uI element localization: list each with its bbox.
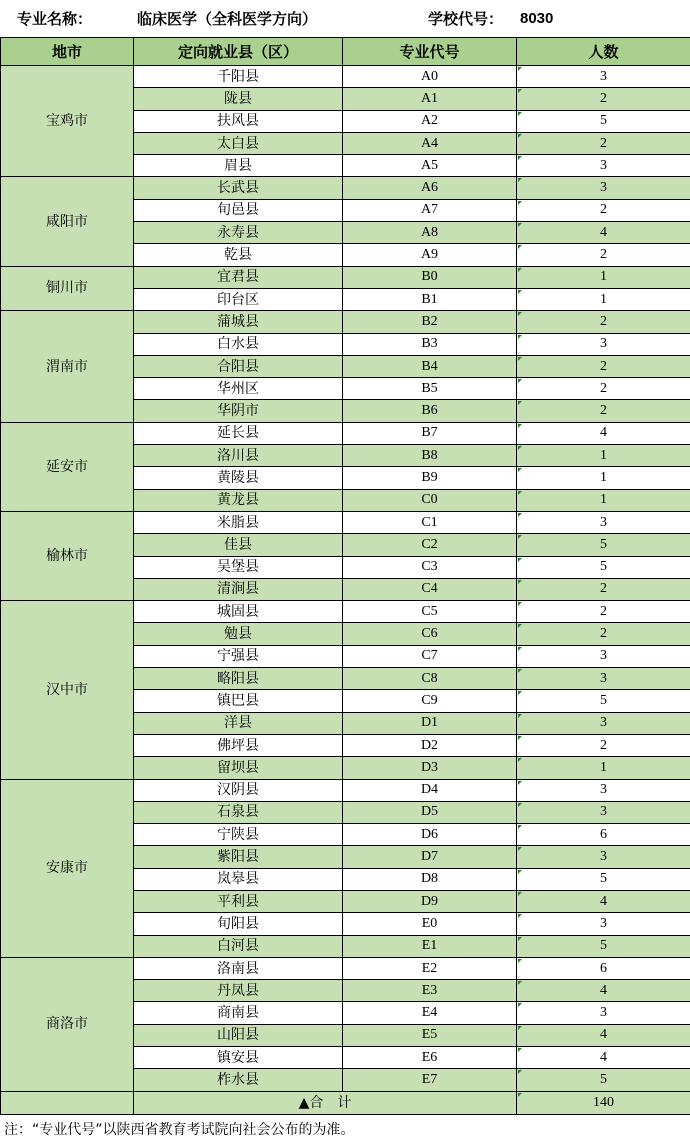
city-cell: 延安市 [1,422,134,511]
code-cell: E0 [343,913,517,935]
county-cell: 岚皋县 [134,868,343,890]
count-cell: 3 [517,155,690,177]
count-cell: 1 [517,757,690,779]
col-header-code: 专业代号 [343,38,517,66]
county-cell: 石泉县 [134,801,343,823]
count-cell: 3 [517,1002,690,1024]
county-cell: 乾县 [134,244,343,266]
table-body [1,66,690,1115]
count-cell: 2 [517,311,690,333]
code-cell: E3 [343,980,517,1002]
total-row [1,1091,690,1114]
col-header-count: 人数 [517,38,690,66]
table-row [1,66,690,88]
county-cell: 宁陕县 [134,824,343,846]
code-cell: A2 [343,110,517,132]
county-cell: 洛南县 [134,957,343,979]
city-cell: 宝鸡市 [1,66,134,177]
count-cell: 2 [517,199,690,221]
table-header-row [1,38,690,66]
code-cell: D3 [343,757,517,779]
county-cell: 宜君县 [134,266,343,288]
code-cell: A1 [343,88,517,110]
school-code: 8030 [520,10,554,27]
count-cell: 3 [517,668,690,690]
county-cell: 丹凤县 [134,980,343,1002]
county-cell: 黄陵县 [134,467,343,489]
code-cell: B6 [343,400,517,422]
total-label: ▲合 计 [134,1091,517,1114]
code-cell: C7 [343,645,517,667]
col-header-city: 地市 [1,38,134,66]
county-cell: 永寿县 [134,222,343,244]
county-cell: 千阳县 [134,66,343,88]
count-cell: 2 [517,601,690,623]
count-cell: 6 [517,824,690,846]
county-cell: 留坝县 [134,757,343,779]
county-cell: 蒲城县 [134,311,343,333]
county-cell: 眉县 [134,155,343,177]
county-cell: 华州区 [134,378,343,400]
code-cell: D4 [343,779,517,801]
code-cell: B0 [343,266,517,288]
total-empty-cell [1,1091,134,1114]
count-cell: 2 [517,734,690,756]
county-cell: 吴堡县 [134,556,343,578]
count-cell: 2 [517,132,690,154]
county-cell: 旬邑县 [134,199,343,221]
major-label: 专业名称： [17,10,93,28]
county-cell: 扶风县 [134,110,343,132]
county-cell: 太白县 [134,132,343,154]
code-cell: D1 [343,712,517,734]
count-cell: 1 [517,266,690,288]
county-cell: 略阳县 [134,668,343,690]
code-cell: B4 [343,355,517,377]
count-cell: 2 [517,88,690,110]
count-cell: 1 [517,445,690,467]
count-cell: 3 [517,913,690,935]
count-cell: 5 [517,935,690,957]
code-cell: D9 [343,890,517,912]
city-cell: 汉中市 [1,601,134,779]
count-cell: 2 [517,378,690,400]
code-cell: A9 [343,244,517,266]
county-cell: 陇县 [134,88,343,110]
code-cell: B7 [343,422,517,444]
code-cell: C2 [343,534,517,556]
city-cell: 安康市 [1,779,134,957]
count-cell: 4 [517,980,690,1002]
code-cell: B2 [343,311,517,333]
code-cell: C4 [343,578,517,600]
code-cell: A5 [343,155,517,177]
count-cell: 6 [517,957,690,979]
county-cell: 白河县 [134,935,343,957]
code-cell: C9 [343,690,517,712]
code-cell: D6 [343,824,517,846]
major-name: 临床医学（全科医学方向） [137,10,318,28]
county-cell: 宁强县 [134,645,343,667]
count-cell: 5 [517,534,690,556]
code-cell: A4 [343,132,517,154]
title-bar [0,0,690,37]
county-cell: 印台区 [134,288,343,310]
code-cell: E1 [343,935,517,957]
count-cell: 5 [517,1069,690,1091]
count-cell: 3 [517,511,690,533]
count-cell: 1 [517,489,690,511]
table-row [1,601,690,623]
count-cell: 5 [517,868,690,890]
county-cell: 平利县 [134,890,343,912]
count-cell: 2 [517,400,690,422]
count-cell: 3 [517,846,690,868]
county-cell: 旬阳县 [134,913,343,935]
county-cell: 合阳县 [134,355,343,377]
county-cell: 城固县 [134,601,343,623]
table-row [1,177,690,199]
count-cell: 3 [517,779,690,801]
county-cell: 延长县 [134,422,343,444]
code-cell: E7 [343,1069,517,1091]
footnote: 注：“专业代号”以陕西省教育考试院向社会公布的为准。 [4,1122,355,1138]
code-cell: E4 [343,1002,517,1024]
count-cell: 2 [517,623,690,645]
count-cell: 3 [517,333,690,355]
code-cell: D8 [343,868,517,890]
county-cell: 山阳县 [134,1024,343,1046]
county-cell: 白水县 [134,333,343,355]
table-row [1,957,690,979]
total-value: 140 [517,1091,690,1114]
count-cell: 4 [517,890,690,912]
table-row [1,311,690,333]
county-cell: 黄龙县 [134,489,343,511]
code-cell: C3 [343,556,517,578]
table-row [1,779,690,801]
code-cell: E6 [343,1047,517,1069]
city-cell: 渭南市 [1,311,134,422]
code-cell: D7 [343,846,517,868]
count-cell: 2 [517,578,690,600]
county-cell: 清涧县 [134,578,343,600]
count-cell: 5 [517,690,690,712]
count-cell: 5 [517,110,690,132]
count-cell: 3 [517,801,690,823]
count-cell: 3 [517,177,690,199]
county-cell: 汉阴县 [134,779,343,801]
code-cell: C6 [343,623,517,645]
county-cell: 镇安县 [134,1047,343,1069]
city-cell: 铜川市 [1,266,134,311]
count-cell: 5 [517,556,690,578]
count-cell: 4 [517,1047,690,1069]
code-cell: D5 [343,801,517,823]
county-cell: 勉县 [134,623,343,645]
count-cell: 1 [517,467,690,489]
table-row [1,266,690,288]
code-cell: B3 [343,333,517,355]
city-cell: 商洛市 [1,957,134,1091]
county-cell: 商南县 [134,1002,343,1024]
count-cell: 4 [517,222,690,244]
code-cell: C0 [343,489,517,511]
county-cell: 洛川县 [134,445,343,467]
city-cell: 咸阳市 [1,177,134,266]
count-cell: 3 [517,645,690,667]
county-cell: 镇巴县 [134,690,343,712]
county-cell: 华阴市 [134,400,343,422]
code-cell: A0 [343,66,517,88]
code-cell: E2 [343,957,517,979]
code-cell: B8 [343,445,517,467]
code-cell: A7 [343,199,517,221]
code-cell: A6 [343,177,517,199]
code-cell: D2 [343,734,517,756]
table-row [1,422,690,444]
count-cell: 2 [517,244,690,266]
county-cell: 佛坪县 [134,734,343,756]
county-cell: 紫阳县 [134,846,343,868]
code-cell: E5 [343,1024,517,1046]
count-cell: 3 [517,66,690,88]
count-cell: 3 [517,712,690,734]
county-cell: 洋县 [134,712,343,734]
table-row [1,511,690,533]
quota-table [0,37,690,1115]
code-cell: C8 [343,668,517,690]
county-cell: 柞水县 [134,1069,343,1091]
county-cell: 佳县 [134,534,343,556]
count-cell: 1 [517,288,690,310]
code-cell: A8 [343,222,517,244]
school-code-label: 学校代号： [428,10,504,28]
code-cell: B1 [343,288,517,310]
count-cell: 4 [517,1024,690,1046]
county-cell: 米脂县 [134,511,343,533]
code-cell: C5 [343,601,517,623]
code-cell: B9 [343,467,517,489]
col-header-county: 定向就业县（区） [134,38,343,66]
count-cell: 4 [517,422,690,444]
county-cell: 长武县 [134,177,343,199]
count-cell: 2 [517,355,690,377]
code-cell: B5 [343,378,517,400]
code-cell: C1 [343,511,517,533]
city-cell: 榆林市 [1,511,134,600]
